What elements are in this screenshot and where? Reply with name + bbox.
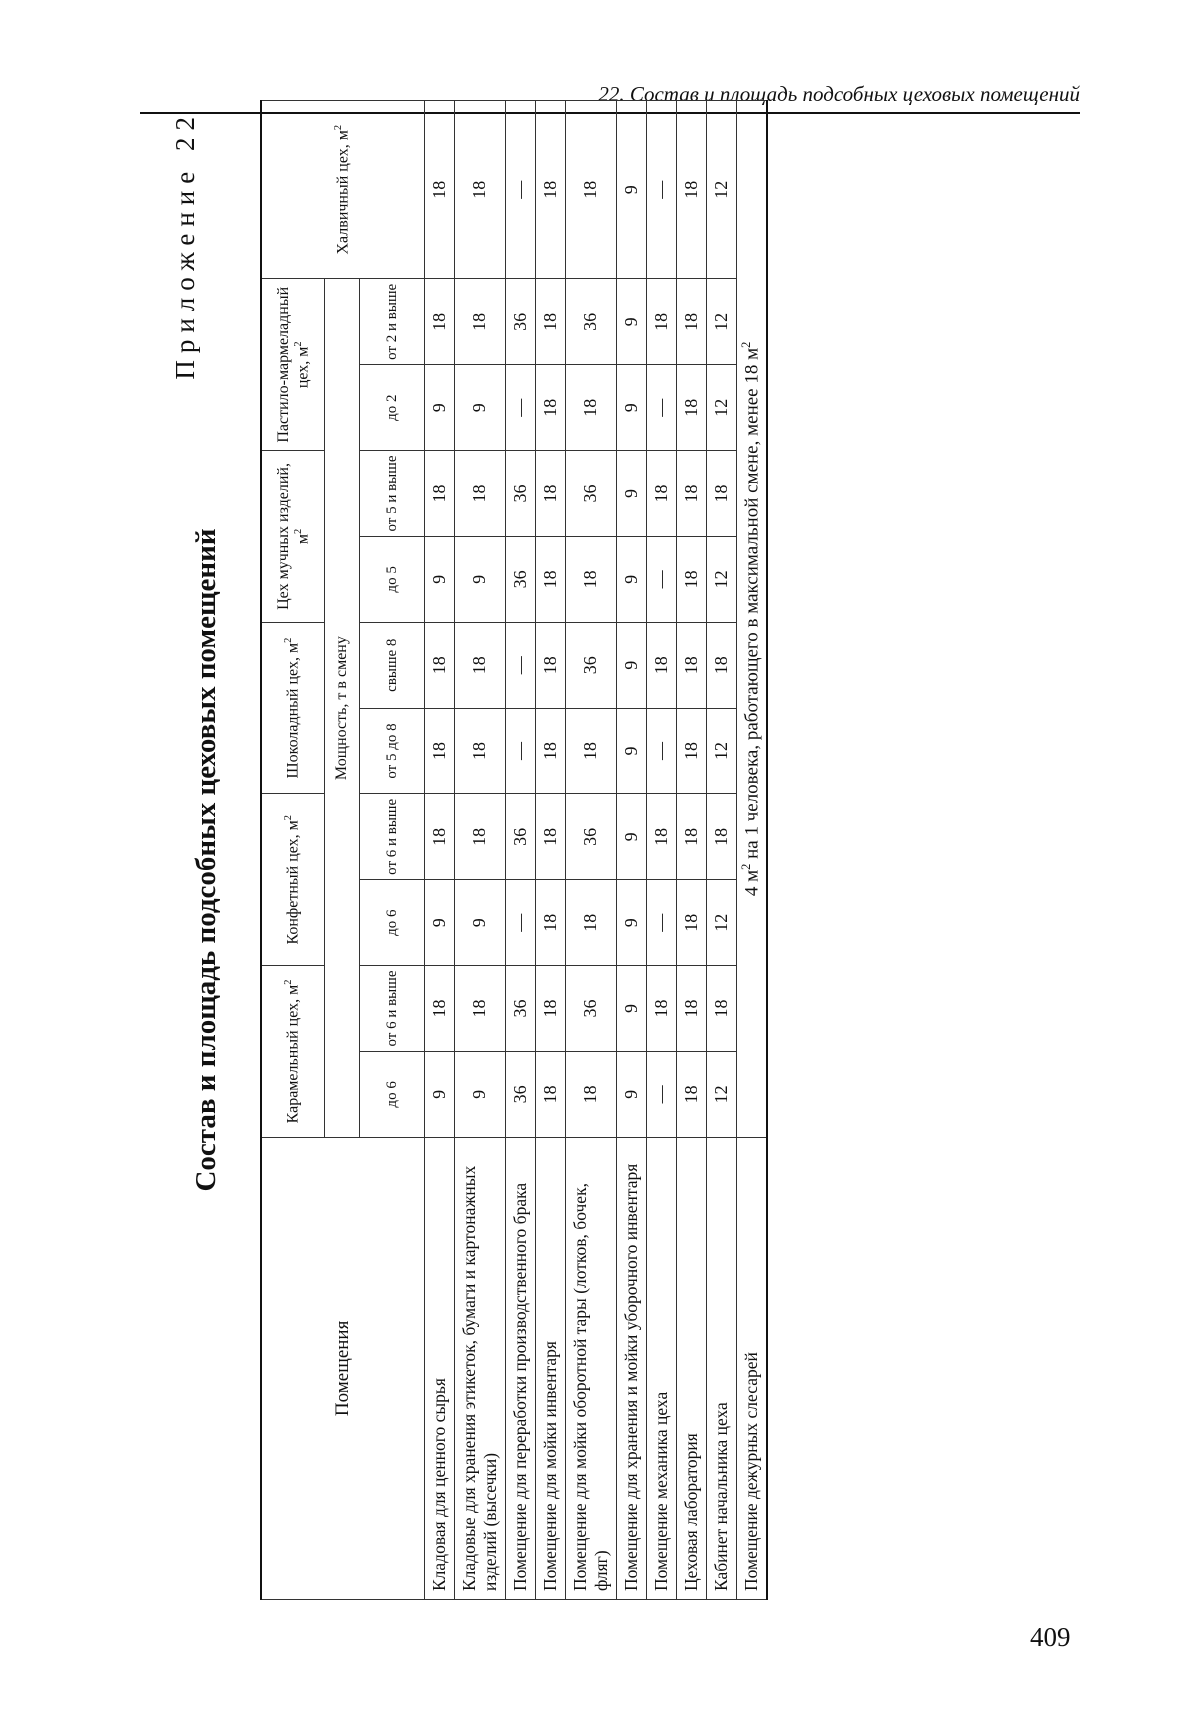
area-value: 12: [707, 365, 737, 451]
area-value: —: [506, 880, 536, 966]
room-name: Цеховая лаборатория: [677, 1137, 707, 1599]
area-value: 18: [536, 451, 566, 537]
rooms-table: [260, 100, 768, 1600]
area-value: 12: [707, 1051, 737, 1137]
area-value: 12: [707, 536, 737, 622]
area-value: 18: [707, 622, 737, 708]
subheader: свыше 8: [360, 622, 425, 708]
header-capacity: Мощность, т в смену: [325, 279, 360, 1137]
area-value: —: [647, 880, 677, 966]
header-group: Шоколадный цех, $м^2$: [261, 622, 325, 794]
area-value: 18: [455, 966, 506, 1052]
area-value: 9: [425, 1051, 455, 1137]
subheader: от 2 и выше: [360, 279, 425, 365]
area-value: 18: [707, 794, 737, 880]
area-value: 18: [566, 536, 617, 622]
area-value: 18: [677, 708, 707, 794]
room-name: Кладовая для ценного сырья: [425, 1137, 455, 1599]
area-value: 36: [566, 622, 617, 708]
area-value: 9: [617, 101, 647, 279]
area-value: 12: [707, 880, 737, 966]
area-value: 9: [617, 966, 647, 1052]
area-value: 18: [566, 708, 617, 794]
area-value: 36: [506, 794, 536, 880]
area-value: 18: [677, 451, 707, 537]
area-value: 18: [536, 708, 566, 794]
area-value: 9: [425, 880, 455, 966]
area-value: —: [647, 1051, 677, 1137]
rotated-page-content: [170, 80, 1110, 1640]
area-value: 18: [455, 451, 506, 537]
area-value: 18: [425, 966, 455, 1052]
area-value: 36: [506, 1051, 536, 1137]
area-value: 18: [647, 622, 677, 708]
room-name: Помещение для мойки инвентаря: [536, 1137, 566, 1599]
area-value: —: [647, 101, 677, 279]
subheader: до 6: [360, 880, 425, 966]
area-value: 18: [455, 622, 506, 708]
area-value: 18: [425, 794, 455, 880]
area-value: 18: [425, 451, 455, 537]
area-value: 36: [506, 279, 536, 365]
header-rooms: Помещения: [261, 1137, 425, 1599]
area-value: 18: [647, 451, 677, 537]
header-group: Конфетный цех, $м^2$: [261, 794, 325, 966]
subheader: от 5 до 8: [360, 708, 425, 794]
area-value: 9: [425, 536, 455, 622]
area-value: 12: [707, 708, 737, 794]
area-value: —: [647, 536, 677, 622]
area-value: 18: [566, 1051, 617, 1137]
header-group-halva: Халвичный цех, $м^2$: [261, 101, 425, 279]
subheader: от 5 и выше: [360, 451, 425, 537]
subheader: от 6 и выше: [360, 966, 425, 1052]
area-value: 9: [617, 880, 647, 966]
area-value: —: [506, 365, 536, 451]
area-value: 18: [536, 966, 566, 1052]
subheader: до 2: [360, 365, 425, 451]
area-value: 9: [455, 1051, 506, 1137]
area-value: 18: [455, 279, 506, 365]
area-value: 18: [677, 1051, 707, 1137]
area-value: 18: [536, 536, 566, 622]
area-value: 18: [455, 101, 506, 279]
area-value: 9: [617, 365, 647, 451]
subheader: до 6: [360, 1051, 425, 1137]
area-value: 18: [536, 365, 566, 451]
table-row: [617, 101, 647, 1600]
area-value: 18: [455, 794, 506, 880]
area-value: 18: [536, 101, 566, 279]
area-value: 18: [647, 279, 677, 365]
area-value: 18: [677, 101, 707, 279]
header-group: Карамельный цех, $м^2$: [261, 966, 325, 1138]
area-value: 9: [617, 1051, 647, 1137]
running-head: 22. Состав и площадь подсобных цеховых помещений: [598, 82, 1080, 106]
room-name: Кабинет начальника цеха: [707, 1137, 737, 1599]
area-value: 9: [425, 365, 455, 451]
area-value: 18: [707, 966, 737, 1052]
room-name: Помещение для переработки производственного брака: [506, 1137, 536, 1599]
area-value: 18: [707, 451, 737, 537]
area-value: 18: [536, 1051, 566, 1137]
area-value: —: [506, 708, 536, 794]
area-value: 36: [506, 451, 536, 537]
area-value: —: [647, 365, 677, 451]
area-value: 9: [455, 365, 506, 451]
area-value: 12: [707, 101, 737, 279]
subheader: до 5: [360, 536, 425, 622]
header-group: Цех мучных изделий, $м^2$: [261, 451, 325, 623]
area-value: 18: [677, 880, 707, 966]
area-value: 36: [566, 279, 617, 365]
area-value: 18: [566, 880, 617, 966]
area-value: 18: [536, 794, 566, 880]
area-value: 18: [647, 966, 677, 1052]
room-name: Помещение механика цеха: [647, 1137, 677, 1599]
table-row: [566, 101, 617, 1600]
area-value: 9: [617, 622, 647, 708]
area-value: 18: [536, 279, 566, 365]
table-row: [677, 101, 707, 1600]
area-value: 18: [425, 708, 455, 794]
table-title: Состав и площадь подсобных цеховых помещений: [190, 528, 222, 1192]
subheader: от 6 и выше: [360, 794, 425, 880]
area-value: 36: [566, 794, 617, 880]
area-value: 18: [677, 536, 707, 622]
header-row-groups: [261, 101, 325, 1600]
room-note: 4 $м^2$ на 1 человека, работающего в максимальной смене, менее 18 $м^2$: [737, 101, 768, 1138]
area-value: 18: [566, 365, 617, 451]
table-row: [647, 101, 677, 1600]
area-value: 36: [566, 451, 617, 537]
area-value: 9: [617, 708, 647, 794]
area-value: —: [506, 101, 536, 279]
area-value: 18: [677, 622, 707, 708]
area-value: 18: [677, 794, 707, 880]
area-value: 9: [617, 451, 647, 537]
area-value: 18: [566, 101, 617, 279]
area-value: —: [506, 622, 536, 708]
area-value: 36: [566, 966, 617, 1052]
area-value: 18: [425, 279, 455, 365]
area-value: 18: [425, 101, 455, 279]
table-row-last: [737, 101, 768, 1600]
table-row: [455, 101, 506, 1600]
area-value: 18: [536, 622, 566, 708]
area-value: 18: [455, 708, 506, 794]
room-name: Помещение для мойки оборотной тары (лотков, бочек, фляг): [566, 1137, 617, 1599]
area-value: 18: [536, 880, 566, 966]
area-value: 9: [617, 279, 647, 365]
table-row: [707, 101, 737, 1600]
area-value: 18: [677, 966, 707, 1052]
area-value: 36: [506, 966, 536, 1052]
area-value: 18: [425, 622, 455, 708]
table-row: [506, 101, 536, 1600]
appendix-label: Приложение 22: [170, 110, 200, 380]
page-number: 409: [1030, 1622, 1071, 1652]
table-row: [425, 101, 455, 1600]
area-value: 18: [677, 365, 707, 451]
area-value: 18: [677, 279, 707, 365]
area-value: 9: [455, 880, 506, 966]
room-name: Помещение дежурных слесарей: [737, 1137, 768, 1599]
room-name: Помещение для хранения и мойки уборочного инвентаря: [617, 1137, 647, 1599]
area-value: 12: [707, 279, 737, 365]
area-value: 9: [617, 794, 647, 880]
table-body: [425, 101, 768, 1600]
area-value: —: [647, 708, 677, 794]
table-row: [536, 101, 566, 1600]
room-name: Кладовые для хранения этикеток, бумаги и картонажных изделий (высечки): [455, 1137, 506, 1599]
area-value: 9: [455, 536, 506, 622]
area-value: 18: [647, 794, 677, 880]
area-value: 36: [506, 536, 536, 622]
area-value: 9: [617, 536, 647, 622]
header-group: Пастило-мармеладный цех, $м^2$: [261, 279, 325, 451]
